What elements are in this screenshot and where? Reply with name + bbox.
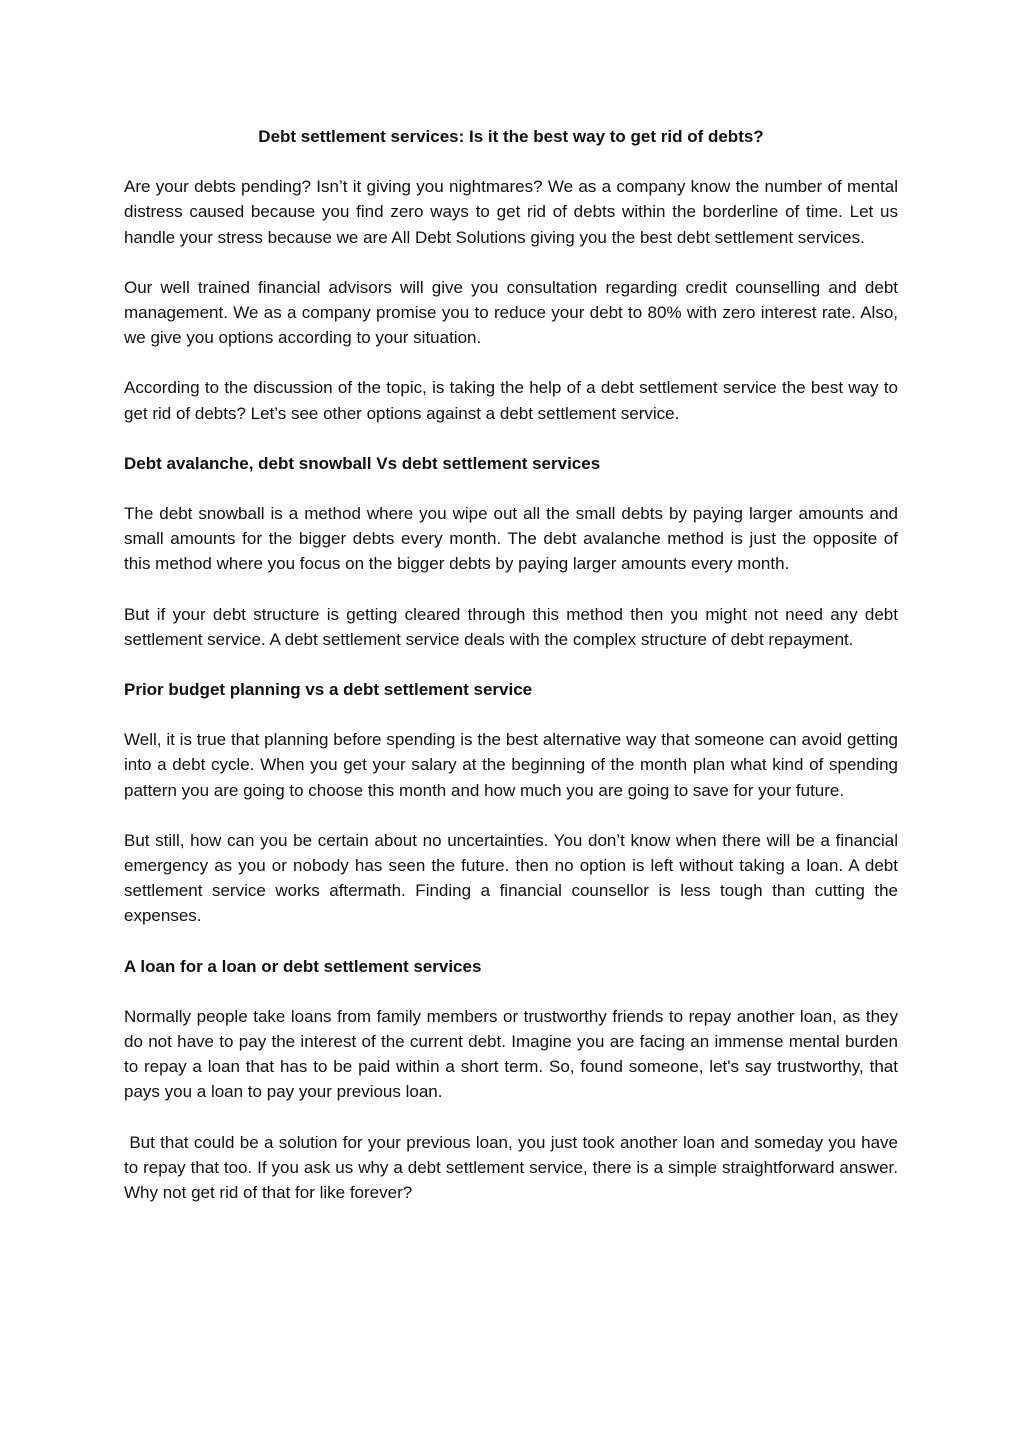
- section-heading-loan-for-loan: A loan for a loan or debt settlement services: [124, 956, 482, 976]
- section-2-paragraph-2: But still, how can you be certain about no uncertainties. You don’t know when there will be a financial emergency as you or nobody has seen the future. then no option is left without taking a loan. A debt settlement service works aftermath. Finding a financial counsellor is less tough than cutting the expenses.: [124, 830, 898, 926]
- intro-paragraph-2: Our well trained financial advisors will give you consultation regarding credit counselling and debt management. We as a company promise you to reduce your debt to 80% with zero interest rate. Also, we give you options according to your situation.: [124, 277, 898, 348]
- intro-paragraph-3: According to the discussion of the topic, is taking the help of a debt settlement service the best way to get rid of debts? Let’s see other options against a debt settlement service.: [124, 378, 898, 423]
- document-page: [124, 124, 903, 1230]
- section-1-paragraph-1: The debt snowball is a method where you wipe out all the small debts by paying larger amounts and small amounts for the bigger debts every month. The debt avalanche method is just the opposite of this method where you focus on the bigger debts by paying larger amounts every month.: [124, 504, 898, 574]
- intro-paragraph-1: Are your debts pending? Isn’t it giving you nightmares? We as a company know the number of mental distress caused because you find zero ways to get rid of debts within the borderline of time. Let us handle your stress because we are All Debt Solutions giving you the best debt settlement services.: [124, 177, 898, 247]
- section-1-paragraph-2: But if your debt structure is getting cleared through this method then you might not need any debt settlement service. A debt settlement service deals with the complex structure of debt repayment.: [124, 604, 898, 649]
- section-heading-avalanche-snowball: Debt avalanche, debt snowball Vs debt settlement services: [124, 453, 601, 473]
- section-heading-budget-planning: Prior budget planning vs a debt settlement service: [124, 680, 533, 700]
- document-title: Debt settlement services: Is it the best way to get rid of debts?: [258, 127, 764, 146]
- section-3-paragraph-1: Normally people take loans from family members or trustworthy friends to repay another loan, as they do not have to pay the interest of the current debt. Imagine you are facing an immense mental burden to repay a loan that has to be paid within a short term. So, found someone, let's say trustworthy, that pays you a loan to pay your previous loan.: [124, 1006, 898, 1102]
- section-2-paragraph-1: Well, it is true that planning before spending is the best alternative way that someone can avoid getting into a debt cycle. When you get your salary at the beginning of the month plan what kind of spending pattern you are going to choose this month and how much you are going to save for your future.: [124, 730, 898, 800]
- section-3-paragraph-2: But that could be a solution for your previous loan, you just took another loan and someday you have to repay that too. If you ask us why a debt settlement service, there is a simple straightforward answer. Why not get rid of that for like forever?: [124, 1132, 903, 1203]
